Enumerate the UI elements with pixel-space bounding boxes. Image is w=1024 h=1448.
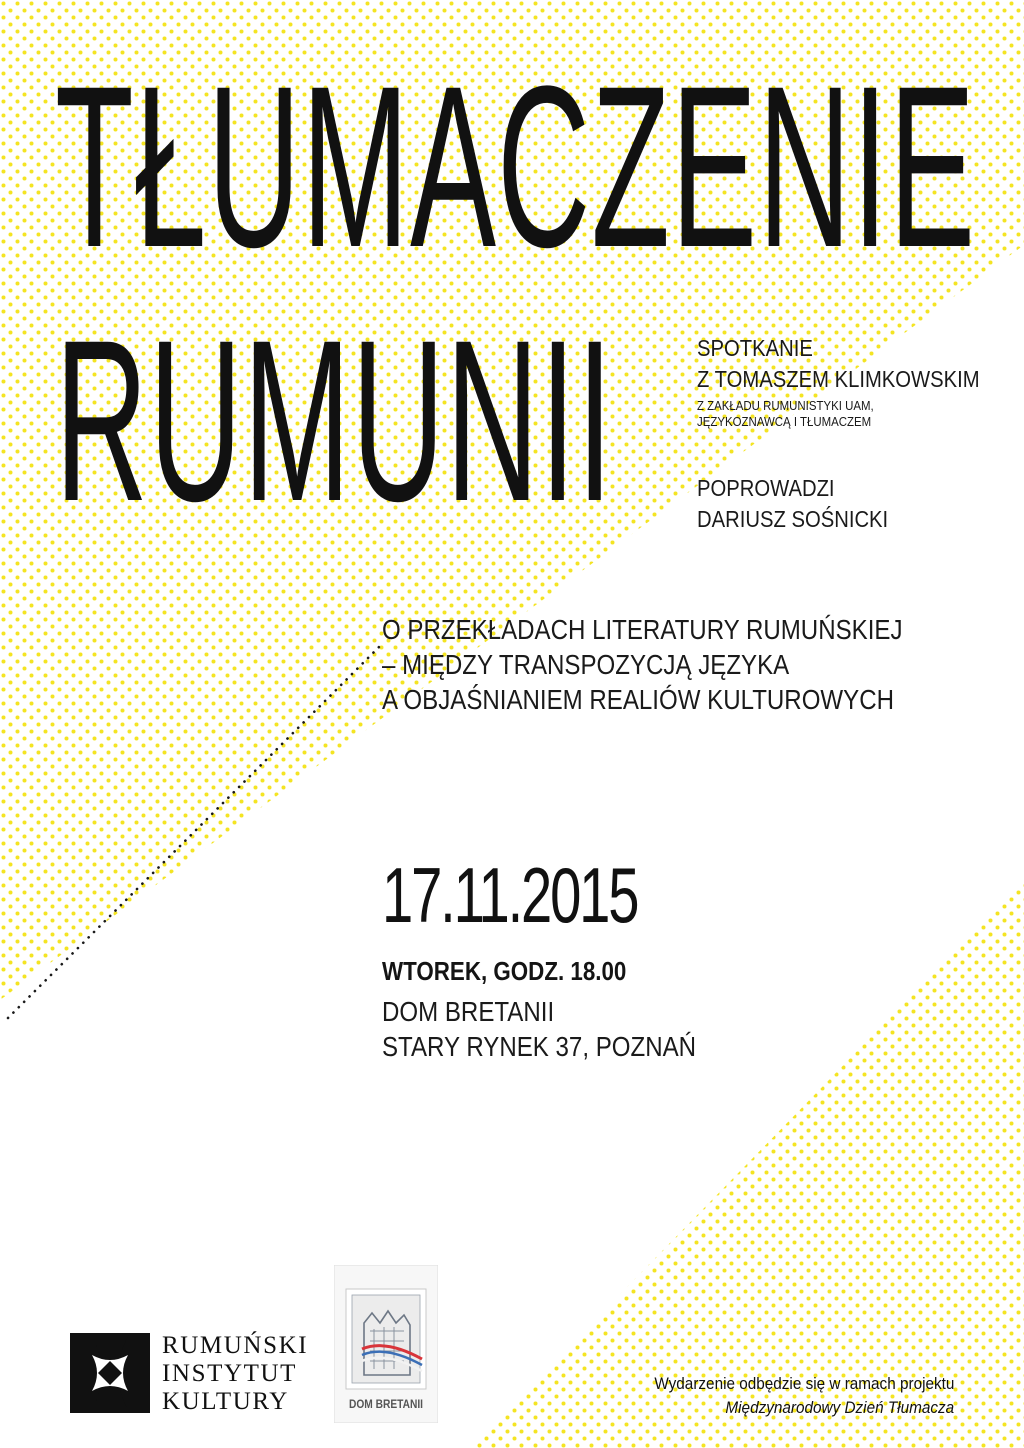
event-day-time: WTOREK, GODZ. 18.00 <box>382 956 627 986</box>
dom-bretanii-logo-label: DOM BRETANII <box>348 1397 424 1411</box>
venue-address: STARY RYNEK 37, POZNAŃ <box>382 1031 697 1062</box>
venue-name: DOM BRETANII <box>382 996 555 1027</box>
ric-line-2: INSTYTUT <box>162 1360 298 1387</box>
footer-project-name: Międzynarodowy Dzień Tłumacza <box>725 1398 954 1417</box>
romanian-cultural-institute-name <box>162 1332 308 1416</box>
event-date: 17.11.2015 <box>382 851 638 939</box>
host-label: POPROWADZI <box>697 475 835 501</box>
poster-title-line-1: TŁUMACZENIE <box>55 38 977 295</box>
lecture-topic <box>382 612 903 717</box>
footer-project-note: Wydarzenie odbędzie się w ramach projektu <box>653 1374 954 1393</box>
meeting-line-1: SPOTKANIE <box>697 335 813 361</box>
poster-title-line-2: RUMUNII <box>55 292 614 549</box>
meeting-guest-affiliation: Z ZAKŁADU RUMUNISTYKI UAM, <box>697 398 874 413</box>
meeting-guest-role: JĘZYKOZNAWCĄ I TŁUMACZEM <box>697 414 872 429</box>
event-location <box>382 994 696 1064</box>
lecture-topic-line-3: A OBJAŚNIANIEM REALIÓW KULTUROWYCH <box>382 684 894 715</box>
lecture-topic-line-2: – MIĘDZY TRANSPOZYCJĄ JĘZYKA <box>382 649 790 680</box>
romanian-cultural-institute-logo-icon <box>70 1333 150 1413</box>
ric-line-3: KULTURY <box>162 1388 289 1415</box>
ric-line-1: RUMUŃSKI <box>162 1332 309 1359</box>
meeting-guest-name: Z TOMASZEM KLIMKOWSKIM <box>697 366 980 392</box>
host-name: DARIUSZ SOŚNICKI <box>697 506 889 532</box>
lecture-topic-line-1: O PRZEKŁADACH LITERATURY RUMUŃSKIEJ <box>382 614 903 645</box>
